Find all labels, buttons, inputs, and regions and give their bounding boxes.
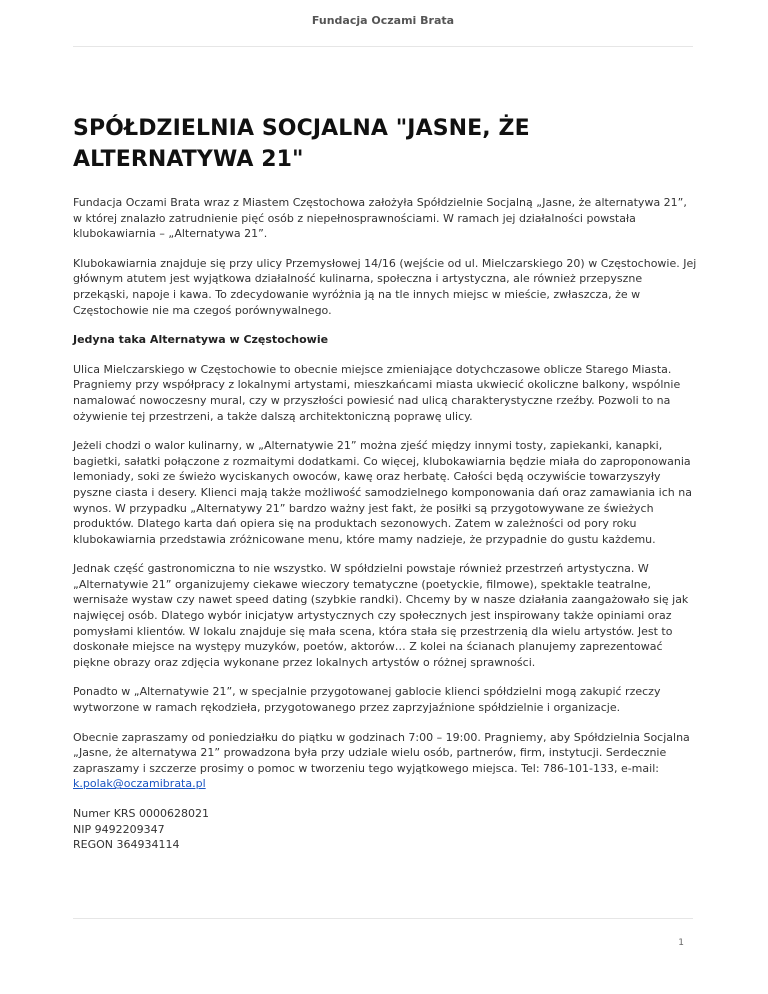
handicraft-paragraph: Ponadto w „Alternatywie 21”, w specjalnie przygotowanej gablocie klienci spółdzielni mogą zakupić rzeczy wytworzone w ramach rękodzieła, przygotowanego przez zaprzyjaźnione spółdzielnie i organizacje. [73, 685, 661, 715]
contact-paragraph [73, 730, 699, 792]
contact-text: Obecnie zapraszamy od poniedziałku do piątku w godzinach 7:00 – 19:00. Pragniemy, aby Spółdzielnia Socjalna „Jasne, że alternatywa 21” prowadzona była przy udziale wielu osób, partnerów, firm, instytucji. Serdecznie zapraszamy i szczerze prosimy o pomoc w tworzeniu tego wyjątkowego miejsca. Tel: 786-101-133, e-mail: [73, 730, 690, 775]
site-header [73, 0, 693, 47]
street-paragraph: Ulica Mielczarskiego w Częstochowie to obecnie miejsce zmieniające dotychczasowe oblicze Starego Miasta. Pragniemy przy współpracy z lokalnymi artystami, mieszkańcami miasta ukwiecić okoliczne balkony, wspólnie namalować nowoczesny mural, czy w przyszłości powiesić nad ulicą charakterystyczne rzeźby. Pozwoli to na ożywienie tej przestrzeni, a także dalszą architektoniczną poprawę ulicy. [73, 362, 681, 423]
artistic-paragraph: Jednak część gastronomiczna to nie wszystko. W spółdzielni powstaje również przestrzeń artystyczna. W „Alternatywie 21” organizujemy ciekawe wieczory tematyczne (poetyckie, filmowe), spektakle teatralne, wernisaże wystaw czy nawet speed dating (szybkie randki). Chcemy by w nasze działania zaangażowało się jak najwięcej osób. Dlatego wybór inicjatyw artystycznych czy społecznych jest inspirowany także opiniami oraz pomysłami klientów. W lokalu znajduje się mała scena, która stała się przestrzenią dla wielu artystów. Jest to doskonałe miejsce na występy muzyków, poetów, aktorów… Z kolei na ścianach planujemy zaprezentować piękne obrazy oraz zdjęcia wykonane przez lokalnych artystów o różnej sprawności. [73, 562, 689, 669]
page-number: 1 [678, 938, 684, 948]
footer-divider [73, 918, 693, 919]
site-title: Fundacja Oczami Brata [311, 14, 455, 27]
krs-number: Numer KRS 0000628021 [73, 807, 210, 820]
intro-paragraph: Fundacja Oczami Brata wraz z Miastem Częstochowa założyła Spółdzielnie Socjalną „Jasne, że alternatywa 21”, w której znalazło zatrudnienie pięć osób z niepełnosprawnościami. W ramach jej działalności powstała klubokawiarnia – „Alternatywa 21”. [73, 196, 687, 241]
location-paragraph: Klubokawiarnia znajduje się przy ulicy Przemysłowej 14/16 (wejście od ul. Mielczarskiego 20) w Częstochowie. Jej głównym atutem jest wyjątkowa działalność kulinarna, społeczna i artystyczna, ale również przepyszne przekąski, napoje i kawa. To zdecydowanie wyróżnia ją na tle innych miejsc w mieście, zwłaszcza, że w Częstochowie nie ma czegoś porównywalnego. [73, 256, 697, 317]
nip-number: NIP 9492209347 [73, 822, 165, 836]
page-title: SPÓŁDZIELNIA SOCJALNA "JASNE, ŻE ALTERNATYWA 21" [73, 116, 530, 172]
email-link[interactable]: k.polak@oczamibrata.pl [73, 777, 206, 791]
registry-info [73, 806, 699, 853]
article-content [73, 113, 699, 867]
section-subheading: Jedyna taka Alternatywa w Częstochowie [73, 333, 329, 347]
culinary-paragraph: Jeżeli chodzi o walor kulinarny, w „Alternatywie 21” można zjeść między innymi tosty, zapiekanki, kanapki, bagietki, sałatki połączone z rozmaitymi dodatkami. Co więcej, klubokawiarnia będzie miała do zaproponowania lemoniady, soki ze świeżo wyciskanych owoców, kawę oraz herbatę. Całości będą oczywiście towarzyszyły pyszne ciasta i desery. Klienci mają także możliwość samodzielnego komponowania dań oraz zamawiania ich na wynos. W przypadku „Alternatywy 21” bardzo ważny jest fakt, że posiłki są przygotowywane ze świeżych produktów. Dlatego karta dań opiera się na produktach sezonowych. Zatem w zależności od pory roku klubokawiarnia przedstawia zróżnicowane menu, które mamy nadzieje, że przypadnie do gustu każdemu. [73, 439, 692, 546]
regon-number: REGON 364934114 [73, 838, 180, 852]
